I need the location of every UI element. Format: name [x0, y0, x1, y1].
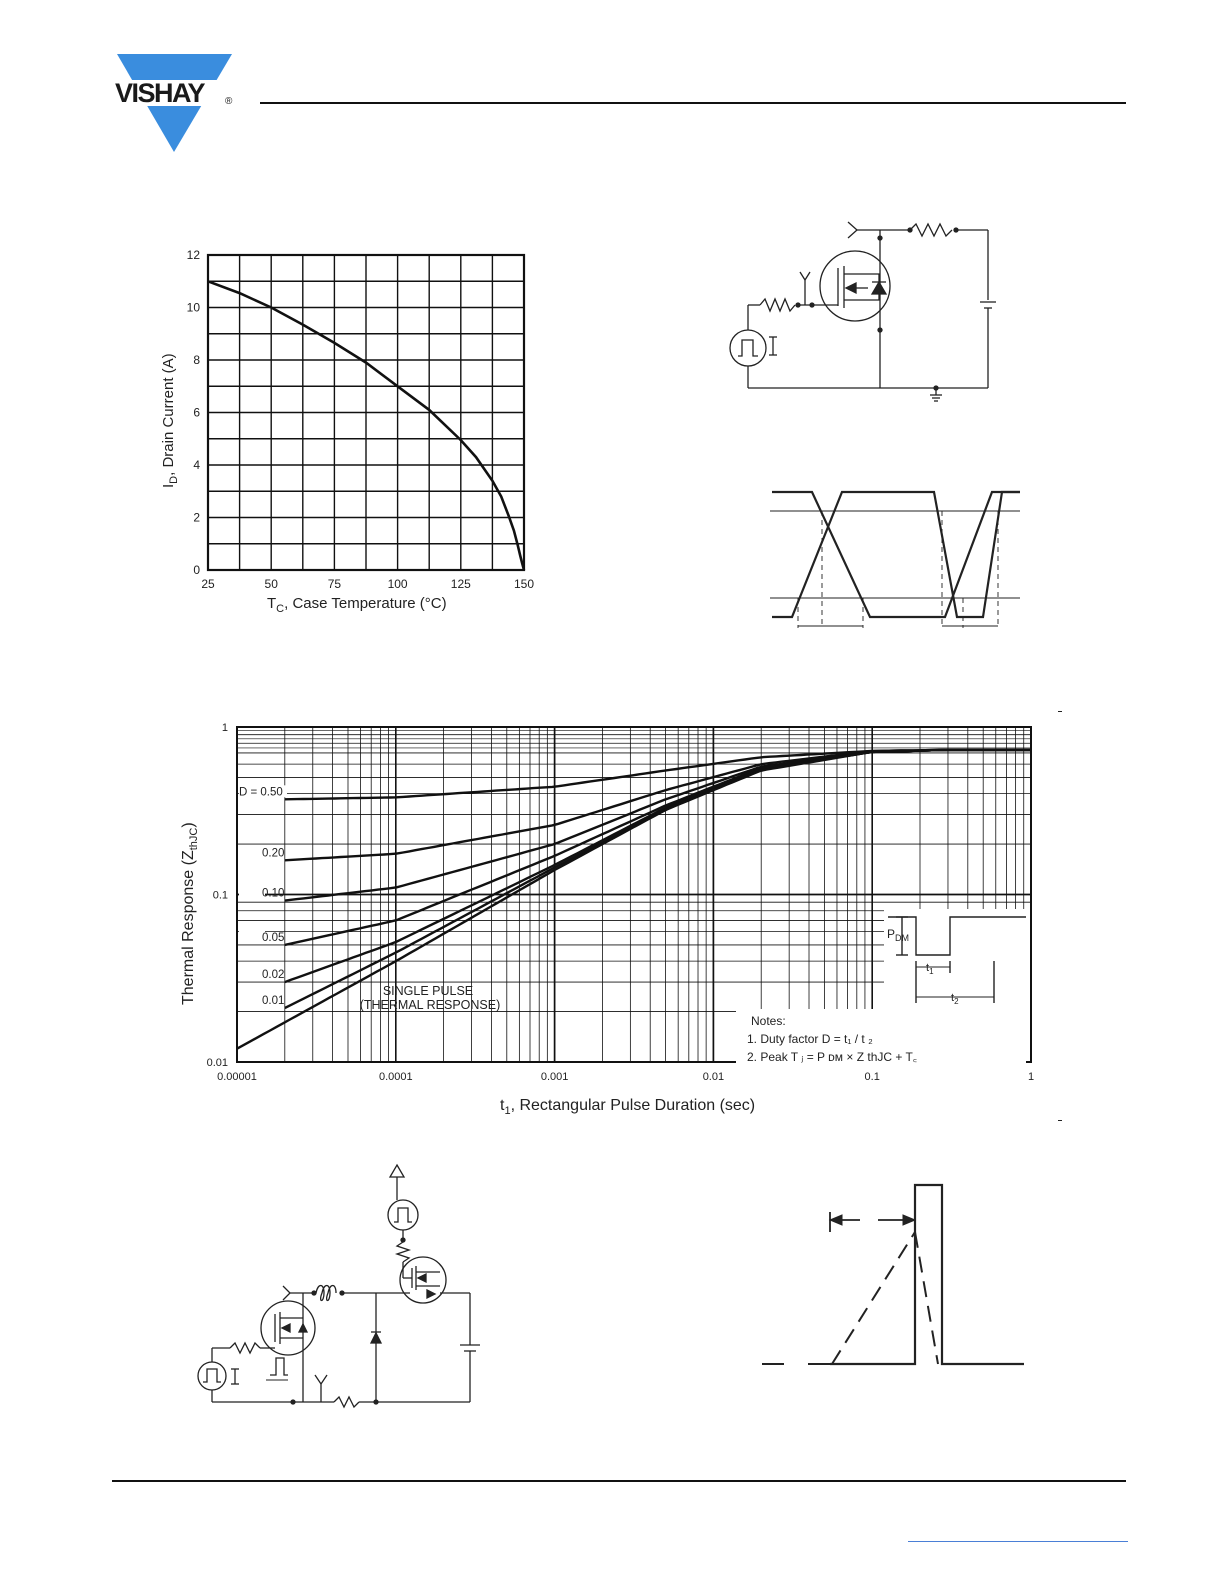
inductive-test-circuit — [190, 1160, 490, 1415]
inductive-waveform — [760, 1180, 1040, 1380]
t1-label: $t_1$ — [926, 962, 934, 976]
chart-grid — [208, 255, 524, 570]
single-pulse-label: SINGLE PULSE — [382, 984, 474, 998]
y-tick-label: 6 — [193, 405, 200, 420]
thermal-response-chart — [170, 705, 1070, 1130]
x-axis-label: $t_1$, Rectangular Pulse Duration (sec) — [500, 1097, 756, 1117]
x-tick-label: 0.1 — [864, 1071, 880, 1083]
single-pulse-label-2: (THERMAL RESPONSE) — [359, 998, 501, 1012]
curve-label: 0.05 — [262, 931, 285, 944]
x-tick-label: 50 — [264, 577, 278, 591]
pulse-generator-icon — [730, 330, 766, 366]
x-tick-label: 0.01 — [702, 1071, 725, 1083]
y-tick-label: 0 — [193, 563, 200, 577]
y-tick-label: 0.1 — [212, 889, 228, 902]
x-tick-label: 1 — [1027, 1071, 1035, 1083]
inductor-icon — [316, 1286, 336, 1301]
curve-label: 0.10 — [262, 887, 285, 900]
id-vs-tc-chart — [150, 240, 550, 620]
switching-waveforms — [770, 485, 1025, 635]
gate-resistor-icon — [760, 299, 795, 311]
curve-label: 0.20 — [262, 847, 285, 860]
vishay-logo — [112, 54, 237, 154]
pdm-label: $P_{DM}$ — [887, 927, 910, 943]
x-tick-label: 75 — [327, 577, 342, 591]
vds-pulse — [830, 1185, 1024, 1364]
y-tick-label: 4 — [193, 458, 200, 472]
x-tick-label: 0.0001 — [378, 1071, 413, 1083]
x-tick-label: 100 — [387, 577, 408, 591]
notes-line-1: 1. Duty factor D = t₁ / t ₂ — [747, 1032, 873, 1046]
margin-mark-bottom — [1058, 1120, 1062, 1121]
t2-label: $t_2$ — [951, 992, 959, 1006]
y-axis-label: Thermal Response $(Z_{thJC})$ — [180, 822, 200, 1005]
switching-test-circuit — [720, 210, 1020, 410]
chart-ticks — [187, 248, 535, 591]
gate-resistor-icon — [397, 1242, 409, 1262]
y-axis-label: $I_D$, Drain Current (A) — [160, 353, 180, 488]
y-tick-label: 8 — [193, 353, 200, 367]
sense-resistor-icon — [334, 1397, 359, 1407]
vdd-arrow-icon — [390, 1165, 404, 1177]
curve-label: 0.02 — [262, 969, 285, 982]
curve-label: 0.01 — [262, 995, 285, 1008]
notes-line-2: 2. Peak T ⱼ = P ᴅᴍ × Z thJC + T꜀ — [747, 1050, 917, 1064]
x-tick-label: 0.001 — [540, 1071, 569, 1083]
y-tick-label: 12 — [186, 248, 200, 262]
pulse-generator-icon — [388, 1200, 418, 1230]
curve-labels — [239, 785, 287, 1007]
gate-pulse-generator-icon — [198, 1362, 226, 1390]
margin-mark-top — [1058, 711, 1062, 712]
y-tick-label: 0.01 — [206, 1057, 228, 1069]
y-tick-label: 1 — [221, 722, 228, 734]
freewheel-diode-icon — [371, 1333, 381, 1343]
logo-text: VISHAY — [115, 78, 205, 108]
header-rule — [260, 102, 1126, 104]
curve-label: D = 0.50 — [239, 786, 283, 799]
drain-input-arrow-icon — [848, 222, 857, 238]
y-tick-label: 10 — [186, 300, 200, 315]
y-tick-label: 2 — [193, 510, 200, 525]
drain-input-arrow-icon — [283, 1286, 290, 1300]
footer-rule — [112, 1480, 1126, 1482]
x-tick-label: 0.00001 — [217, 1071, 257, 1083]
x-tick-label: 150 — [513, 577, 535, 591]
footer-link-underline[interactable] — [908, 1541, 1128, 1542]
dut-gate-resistor-icon — [230, 1343, 260, 1353]
logo-registered: ® — [225, 96, 233, 107]
test-point-icon — [800, 272, 810, 280]
test-point-icon — [315, 1375, 327, 1384]
x-tick-label: 125 — [450, 577, 471, 591]
x-tick-label: 25 — [201, 577, 215, 591]
notes-title: Notes: — [751, 1014, 786, 1028]
x-axis-label: $T_C$, Case Temperature (°C) — [267, 595, 447, 615]
load-resistor-icon — [910, 224, 952, 236]
